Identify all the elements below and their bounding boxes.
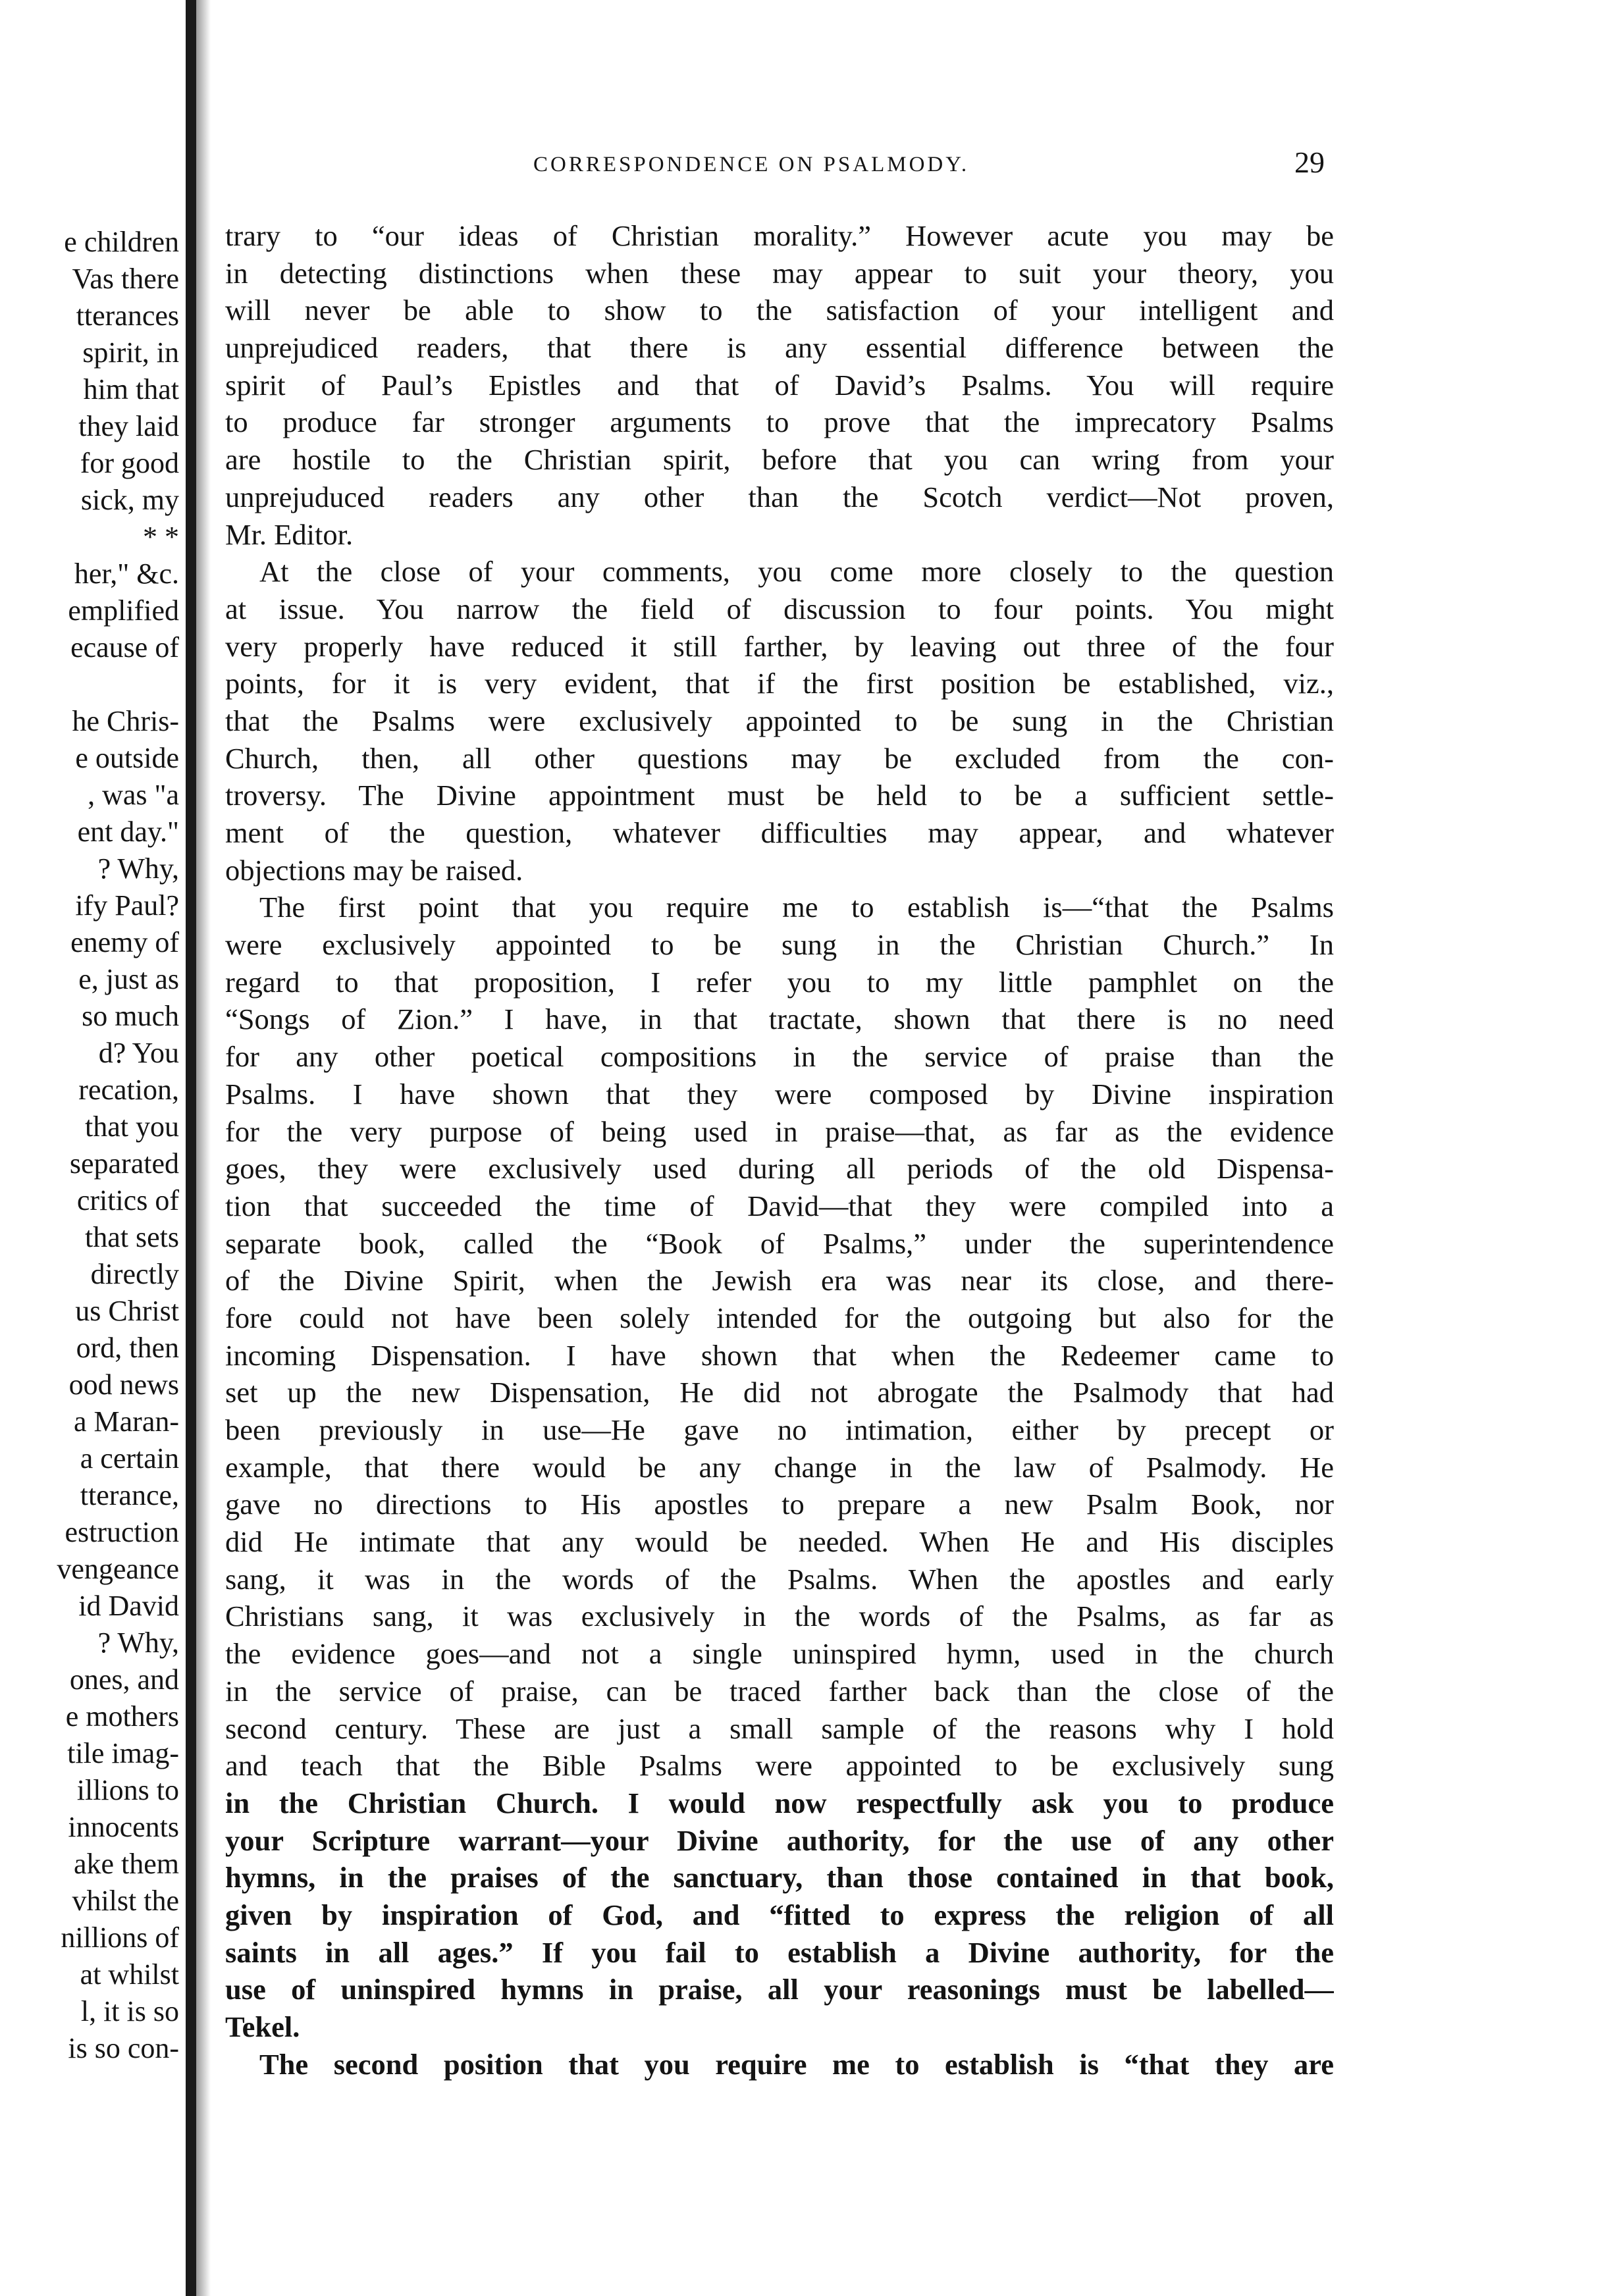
previous-page-line: enemy of xyxy=(70,926,179,958)
previous-page-line: tile imag- xyxy=(67,1737,179,1769)
text-line: will never be able to show to the satisfaction of your intelligent and xyxy=(225,294,1334,327)
previous-page-line: ake them xyxy=(73,1848,179,1880)
text-line: Church, then, all other questions may be excluded from the con- xyxy=(225,741,1334,775)
text-line: “Songs of Zion.” I have, in that tractate, shown that there is no need xyxy=(225,1003,1334,1036)
text-line: The first point that you require me to establish is—“that the Psalms xyxy=(259,891,1334,924)
previous-page-line: tterances xyxy=(76,300,179,332)
previous-page-line: ify Paul? xyxy=(75,889,179,922)
previous-page-line: ? Why, xyxy=(97,1627,179,1659)
previous-page-line: emplified xyxy=(68,594,179,627)
running-head: CORRESPONDENCE ON PSALMODY. xyxy=(533,153,970,176)
binding-gutter xyxy=(186,0,196,2296)
previous-page-line: critics of xyxy=(76,1184,179,1216)
text-line: set up the new Dispensation, He did not abrogate the Psalmody that had xyxy=(225,1376,1334,1409)
previous-page-line: separated xyxy=(69,1147,179,1180)
text-line: gave no directions to His apostles to prepare a new Psalm Book, nor xyxy=(225,1488,1334,1521)
body-text xyxy=(225,217,1334,2083)
text-line: incoming Dispensation. I have shown that when the Redeemer came to xyxy=(225,1338,1334,1372)
previous-page-line: he Chris- xyxy=(72,705,179,737)
previous-page-line: illions to xyxy=(76,1774,179,1806)
previous-page-line: id David xyxy=(78,1590,179,1622)
previous-page-line: ecause of xyxy=(70,631,179,664)
text-line: did He intimate that any would be needed. When He and His disciples xyxy=(225,1525,1334,1559)
text-line: saints in all ages.” If you fail to establish a Divine authority, for the xyxy=(225,1935,1334,1969)
previous-page-line: they laid xyxy=(78,410,179,442)
previous-page-line: her," &c. xyxy=(74,558,179,590)
previous-page-line: ones, and xyxy=(69,1663,179,1696)
text-line: your Scripture warrant—your Divine authority, for the use of any other xyxy=(225,1823,1334,1857)
previous-page-line: ent day." xyxy=(77,816,179,848)
previous-page-line: ? Why, xyxy=(97,852,179,885)
previous-page-line: directly xyxy=(90,1258,179,1290)
text-line: in the service of praise, can be traced farther back than the close of the xyxy=(225,1674,1334,1708)
previous-page-line: tterance, xyxy=(80,1479,179,1511)
previous-page-line: nillions of xyxy=(61,1921,179,1954)
text-line: in detecting distinctions when these may appear to suit your theory, you xyxy=(225,256,1334,290)
previous-page-line: * * xyxy=(143,521,179,553)
text-line: separate book, called the “Book of Psalms,” under the superintendence xyxy=(225,1226,1334,1260)
text-line: Mr. Editor. xyxy=(225,517,354,551)
text-line: unprejuduced readers any other than the Scotch verdict—Not proven, xyxy=(225,480,1334,513)
previous-page-line: l, it is so xyxy=(80,1995,179,2027)
previous-page-line: e mothers xyxy=(65,1700,179,1733)
text-line: The second position that you require me to establish is “that they are xyxy=(259,2047,1334,2081)
previous-page-line: for good xyxy=(80,447,179,479)
text-line: were exclusively appointed to be sung in the Christian Church.” In xyxy=(225,928,1334,962)
previous-page-line: spirit, in xyxy=(82,336,179,369)
text-line: been previously in use—He gave no intimation, either by precept or xyxy=(225,1413,1334,1446)
previous-page-line: ord, then xyxy=(76,1332,179,1364)
text-line: at issue. You narrow the field of discussion to four points. You might xyxy=(225,592,1334,625)
previous-page-line: at whilst xyxy=(80,1958,179,1991)
text-line: are hostile to the Christian spirit, before that you can wring from your xyxy=(225,443,1334,477)
previous-page-line: so much xyxy=(82,1000,179,1032)
previous-page-line: d? You xyxy=(98,1037,179,1069)
previous-page-line: Vas there xyxy=(72,263,179,295)
page-number: 29 xyxy=(1294,145,1325,179)
text-line: trary to “our ideas of Christian morality.” However acute you may be xyxy=(225,219,1334,252)
previous-page-line: innocents xyxy=(68,1811,179,1843)
text-line: troversy. The Divine appointment must be held to be a sufficient settle- xyxy=(225,779,1334,812)
previous-page-column xyxy=(0,224,179,2120)
previous-page-line: is so con- xyxy=(68,2032,179,2064)
previous-page-line: that you xyxy=(85,1110,179,1143)
text-line: for any other poetical compositions in the service of praise than the xyxy=(225,1040,1334,1074)
text-line: At the close of your comments, you come more closely to the question xyxy=(259,555,1334,588)
previous-page-line: vengeance xyxy=(57,1553,179,1585)
text-line: the evidence goes—and not a single uninspired hymn, used in the church xyxy=(225,1637,1334,1671)
text-line: for the very purpose of being used in praise—that, as far as the evidence xyxy=(225,1114,1334,1148)
gutter-shadow xyxy=(196,0,211,2296)
text-line: second century. These are just a small sample of the reasons why I hold xyxy=(225,1711,1334,1745)
previous-page-line: e, just as xyxy=(78,963,179,995)
text-line: fore could not have been solely intended for the outgoing but also for the xyxy=(225,1301,1334,1334)
text-line: very properly have reduced it still farther, by leaving out three of the four xyxy=(225,629,1334,663)
previous-page-line: , was "a xyxy=(88,779,179,811)
text-line: and teach that the Bible Psalms were appointed to be exclusively sung xyxy=(225,1749,1334,1783)
text-line: Christians sang, it was exclusively in the words of the Psalms, as far as xyxy=(225,1600,1334,1633)
text-line: sang, it was in the words of the Psalms. When the apostles and early xyxy=(225,1562,1334,1596)
previous-page-line: recation, xyxy=(78,1074,179,1106)
text-line: regard to that proposition, I refer you to my little pamphlet on the xyxy=(225,965,1334,999)
text-line: hymns, in the praises of the sanctuary, than those contained in that book, xyxy=(225,1861,1334,1894)
text-line: ment of the question, whatever difficulties may appear, and whatever xyxy=(225,816,1334,849)
text-line: of the Divine Spirit, when the Jewish era was near its close, and there- xyxy=(225,1264,1334,1297)
previous-page-line: that sets xyxy=(85,1221,179,1253)
previous-page-line: e outside xyxy=(75,742,179,774)
previous-page-line: e children xyxy=(64,226,179,258)
previous-page-line: sick, my xyxy=(80,484,179,516)
previous-page-line: a certain xyxy=(80,1442,179,1474)
previous-page-line: estruction xyxy=(65,1516,179,1548)
previous-page-line: us Christ xyxy=(75,1295,179,1327)
text-line: goes, they were exclusively used during all periods of the old Dispensa- xyxy=(225,1152,1334,1186)
text-line: tion that succeeded the time of David—that they were compiled into a xyxy=(225,1189,1334,1222)
text-line: in the Christian Church. I would now respectfully ask you to produce xyxy=(225,1786,1334,1819)
text-line: example, that there would be any change in the law of Psalmody. He xyxy=(225,1450,1334,1484)
text-line: to produce far stronger arguments to prove that the imprecatory Psalms xyxy=(225,405,1334,439)
text-line: points, for it is very evident, that if the first position be established, viz., xyxy=(225,667,1334,700)
previous-page-line: him that xyxy=(83,373,179,405)
text-line: Psalms. I have shown that they were composed by Divine inspiration xyxy=(225,1077,1334,1110)
previous-page-line: ood news xyxy=(68,1369,179,1401)
previous-page-line: a Maran- xyxy=(73,1405,179,1438)
text-line: objections may be raised. xyxy=(225,853,523,887)
text-line: that the Psalms were exclusively appointed to be sung in the Christian xyxy=(225,704,1334,737)
previous-page-line: vhilst the xyxy=(72,1885,179,1917)
text-line: use of uninspired hymns in praise, all your reasonings must be labelled— xyxy=(225,1973,1334,2006)
text-line: unprejudiced readers, that there is any essential difference between the xyxy=(225,331,1334,365)
text-line: spirit of Paul’s Epistles and that of David’s Psalms. You will require xyxy=(225,368,1334,402)
text-line: given by inspiration of God, and “fitted to express the religion of all xyxy=(225,1898,1334,1931)
text-line: Tekel. xyxy=(225,2010,300,2043)
